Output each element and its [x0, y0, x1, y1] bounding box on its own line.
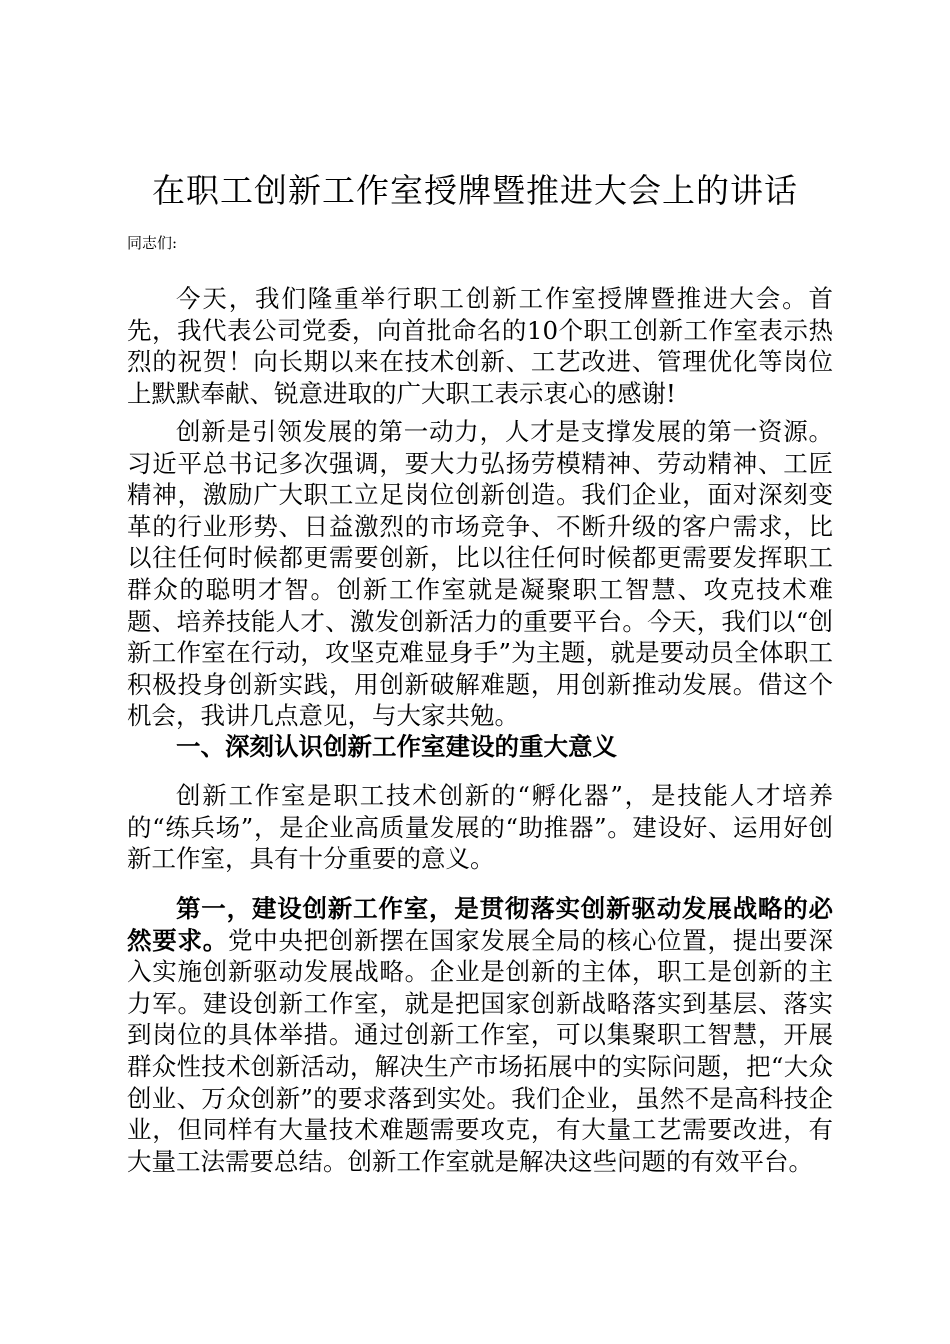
point-one-lead: 第一，建设创新工作室，是贯彻落实创新驱动发展战略的必然要求。 [127, 894, 833, 955]
document-title: 在职工创新工作室授牌暨推进大会上的讲话 [152, 171, 798, 210]
section-heading: 一、深刻认识创新工作室建设的重大意义 [176, 732, 617, 761]
paragraph-background: 创新是引领发展的第一动力，人才是支撑发展的第一资源。习近平总书记多次强调，要大力弘扬劳模精神、劳动精神、工匠精神，激励广大职工立足岗位创新创造。我们企业，面对深刻变革的行业形势、日益激烈的市场竞争、不断升级的客户需求，比以往任何时候都更需要创新，比以往任何时候都更需要发挥职工群众的聪明才智。创新工作室就是凝聚职工智慧、攻克技术难题、培养技能人才、激发创新活力的重要平台。今天，我们以“创新工作室在行动，攻坚克难显身手”为主题，就是要动员全体职工积极投身创新实践，用创新破解难题，用创新推动发展。借这个机会，我讲几点意见，与大家共勉。 [127, 417, 833, 731]
point-one-body: 党中央把创新摆在国家发展全局的核心位置，提出要深入实施创新驱动发展战略。企业是创新的主体，职工是创新的主力军。建设创新工作室，就是把国家创新战略落实到基层、落实到岗位的具体举措。通过创新工作室，可以集聚职工智慧，开展群众性技术创新活动，解决生产市场拓展中的实际问题，把“大众创业、万众创新”的要求落到实处。我们企业，虽然不是高科技企业，但同样有大量技术难题需要攻克，有大量工艺需要改进，有大量工法需要总结。创新工作室就是解决这些问题的有效平台。 [127, 925, 834, 1176]
section-intro-paragraph: 创新工作室是职工技术创新的“孵化器”，是技能人才培养的“练兵场”，是企业高质量发展的“助推器”。建设好、运用好创新工作室，具有十分重要的意义。 [127, 781, 833, 874]
salutation: 同志们: [127, 234, 178, 252]
paragraph-opening: 今天，我们隆重举行职工创新工作室授牌暨推进大会。首先，我代表公司党委，向首批命名的10个职工创新工作室表示热烈的祝贺！向长期以来在技术创新、工艺改进、管理优化等岗位上默默奉献、锐意进取的广大职工表示衷心的感谢! [127, 284, 833, 408]
point-one-paragraph [127, 893, 833, 1177]
